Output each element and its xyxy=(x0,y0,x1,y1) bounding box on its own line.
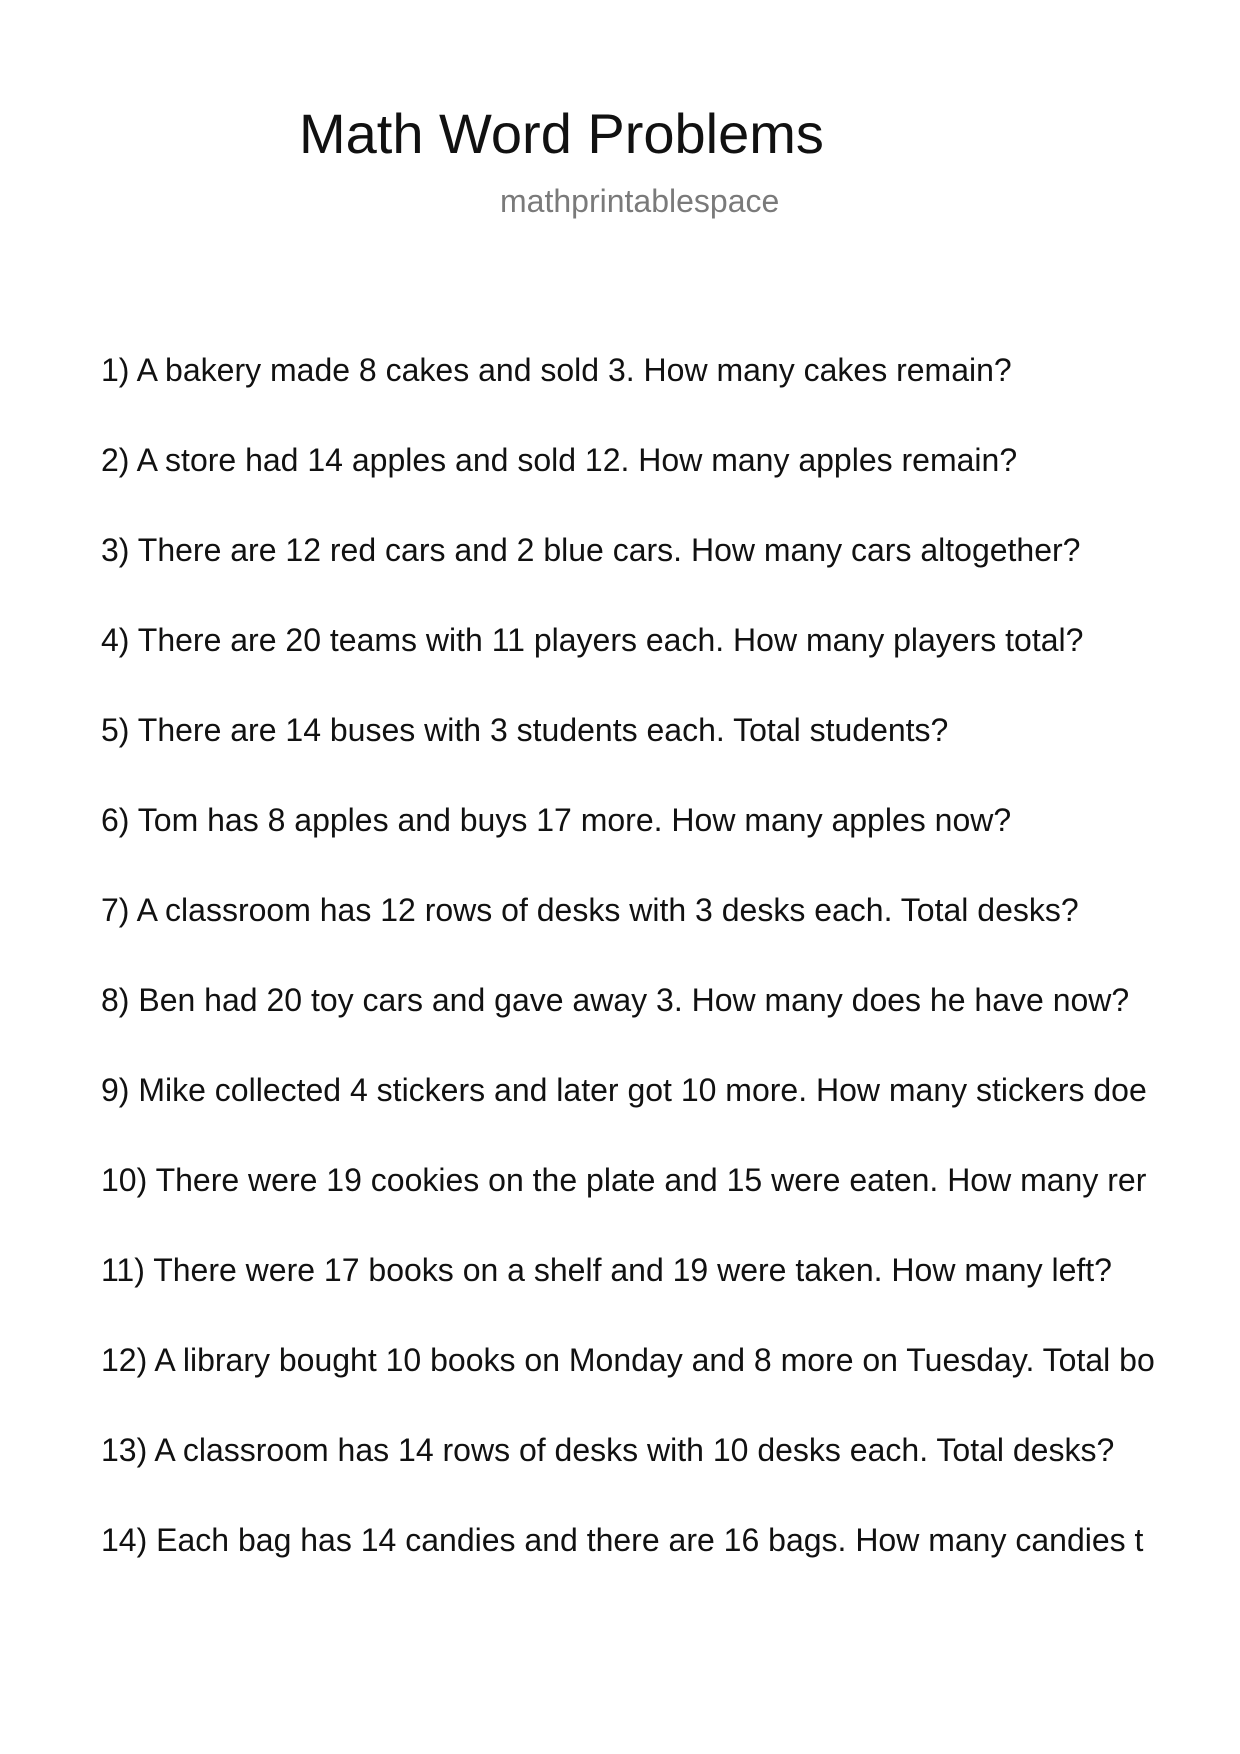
problem-7: 7) A classroom has 12 rows of desks with 3 desks each. Total desks? xyxy=(101,892,1079,928)
problem-1: 1) A bakery made 8 cakes and sold 3. How many cakes remain? xyxy=(101,352,1012,388)
problem-11: 11) There were 17 books on a shelf and 19 were taken. How many left? xyxy=(101,1252,1112,1288)
problem-5: 5) There are 14 buses with 3 students each. Total students? xyxy=(101,712,949,748)
problem-13: 13) A classroom has 14 rows of desks with 10 desks each. Total desks? xyxy=(101,1432,1115,1468)
problem-4: 4) There are 20 teams with 11 players each. How many players total? xyxy=(101,622,1084,658)
problem-list xyxy=(101,346,1155,1606)
problem-12: 12) A library bought 10 books on Monday and 8 more on Tuesday. Total bo xyxy=(101,1342,1155,1378)
problem-8: 8) Ben had 20 toy cars and gave away 3. How many does he have now? xyxy=(101,982,1130,1018)
problem-14: 14) Each bag has 14 candies and there are 16 bags. How many candies t xyxy=(101,1522,1144,1558)
page-subtitle: mathprintablespace xyxy=(500,183,780,219)
page-title: Math Word Problems xyxy=(299,102,824,165)
problem-10: 10) There were 19 cookies on the plate and 15 were eaten. How many rer xyxy=(101,1162,1147,1198)
problem-3: 3) There are 12 red cars and 2 blue cars. How many cars altogether? xyxy=(101,532,1081,568)
problem-9: 9) Mike collected 4 stickers and later got 10 more. How many stickers doe xyxy=(101,1072,1147,1108)
problem-6: 6) Tom has 8 apples and buys 17 more. How many apples now? xyxy=(101,802,1012,838)
problem-2: 2) A store had 14 apples and sold 12. How many apples remain? xyxy=(101,442,1018,478)
